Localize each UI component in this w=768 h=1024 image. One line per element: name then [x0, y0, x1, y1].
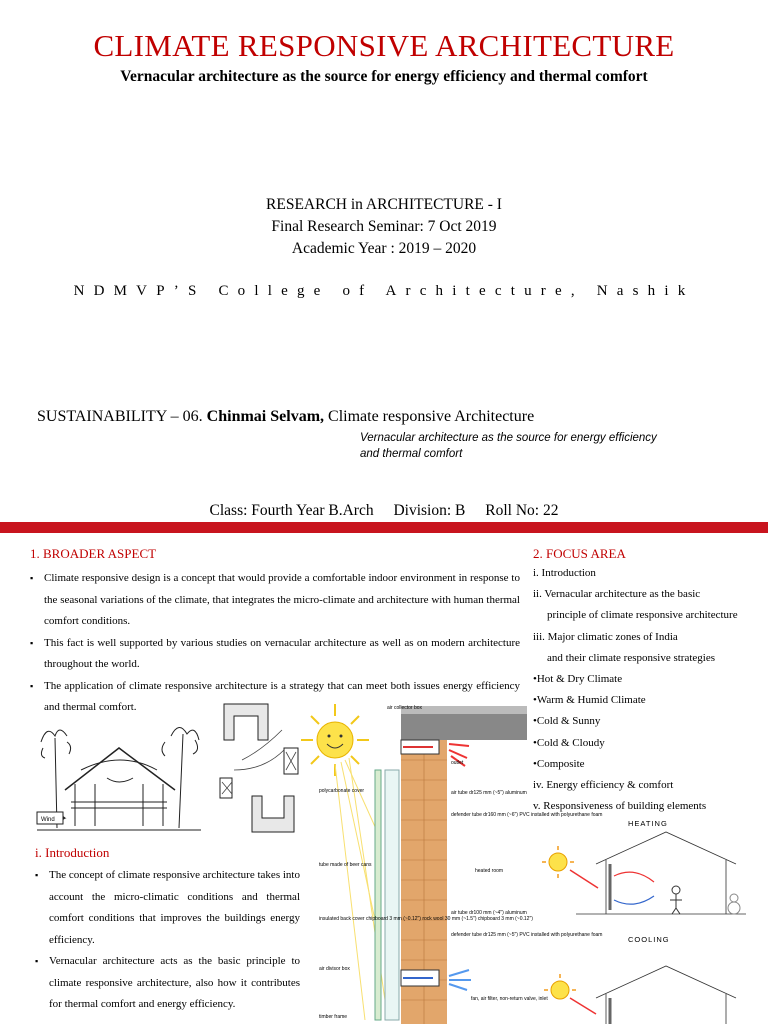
broader-aspect-section: [30, 546, 520, 719]
label-tube-cans: tube made of beer cans: [319, 862, 372, 868]
label-outlet: outlet: [451, 760, 464, 766]
intro-bullet-1: ▪ The concept of climate responsive architecture takes into account the micro-climatic conditions and thermal comfort conditions that improves the buildings energy efficiency.: [35, 865, 300, 951]
label-fan: fan, air filter, non-return valve, inlet: [471, 996, 548, 1002]
label-defender-tube-1: defender tube dr160 mm (~6") PVC installed with polyurethane foam: [451, 812, 603, 818]
red-divider: [0, 522, 768, 533]
topic-name: Climate responsive Architecture: [328, 408, 535, 425]
page-title: CLIMATE RESPONSIVE ARCHITECTURE: [93, 28, 675, 63]
vernacular-hut-sketch: [35, 718, 203, 838]
wind-label: Wind: [41, 817, 55, 823]
focus-heading: 2. FOCUS AREA: [533, 546, 626, 561]
note-line-2: and thermal comfort: [360, 448, 463, 460]
focus-item: i. Introduction: [533, 567, 596, 579]
label-timber-frame: timber frame: [319, 1014, 348, 1020]
courtyard-plan-sketch: [212, 700, 310, 840]
class-label: Class: Fourth Year B.Arch: [209, 502, 374, 519]
focus-item: v. Responsiveness of building elements: [533, 800, 707, 813]
page-subtitle: Vernacular architecture as the source for energy efficiency and thermal comfort: [120, 68, 648, 85]
focus-item: ii. Vernacular architecture as the basic: [533, 588, 701, 601]
sun-icon: [544, 974, 576, 999]
label-air-tube-2: air tube dr100 mm (~4") aluminum: [451, 910, 527, 916]
broader-bullet-3: ▪ The application of climate responsive architecture is a strategy that can meet both issues energy efficiency and thermal comfort.: [30, 676, 520, 719]
college-name: NDMVP’S College of Architecture, Nashik: [73, 283, 695, 299]
focus-item: iv. Energy efficiency & comfort: [533, 779, 674, 792]
broader-bullet-1: ▪ Climate responsive design is a concept that would provide a comfortable indoor environment in response to the seasonal variations of the climate, that integrates the micro-climate and architecture with human thermal comfort conditions.: [30, 568, 520, 633]
note-line-1: Vernacular architecture as the source for energy efficiency: [360, 432, 657, 444]
label-defender-tube-2: defender tube dr125 mm (~5") PVC installed with polyurethane foam: [451, 932, 603, 938]
introduction-section: [35, 845, 300, 1016]
label-heated-room: heated room: [475, 868, 504, 874]
intro-heading: i. Introduction: [35, 845, 110, 860]
focus-item: •Cold & Cloudy: [533, 736, 605, 749]
sustainability-prefix: SUSTAINABILITY – 06.: [37, 408, 203, 425]
roll-label: Roll No: 22: [485, 502, 559, 519]
focus-item: •Hot & Dry Climate: [533, 673, 623, 686]
broader-heading: 1. BROADER ASPECT: [30, 546, 157, 561]
intro-bullet-2: ▪ Vernacular architecture acts as the basic principle to climate responsive architecture, also how it contributes for thermal comfort and energy efficiency.: [35, 951, 300, 1016]
focus-area-section: [533, 546, 763, 817]
focus-item: and their climate responsive strategies: [547, 651, 715, 664]
focus-item: iii. Major climatic zones of India: [533, 630, 678, 643]
author-name: Chinmai Selvam,: [206, 408, 325, 425]
label-insulated-back: insulated back cover chipboard 3 mm (~0.12") rock wool 30 mm (~1.5") chipboard 3 mm (~0.12"): [319, 916, 533, 922]
focus-item: •Cold & Sunny: [533, 715, 601, 728]
seminar-line-2: Final Research Seminar: 7 Oct 2019: [271, 218, 497, 235]
broader-bullet-2: ▪ This fact is well supported by various studies on vernacular architecture as well as on modern architecture throughout the world.: [30, 633, 520, 676]
cooling-label: COOLING: [628, 935, 670, 944]
label-air-divisor-box: air divisor box: [319, 966, 350, 972]
sustainability-line: [37, 408, 534, 426]
focus-item: •Composite: [533, 757, 585, 770]
seminar-line-3: Academic Year : 2019 – 2020: [291, 240, 477, 257]
heating-cooling-sketch: [536, 814, 764, 1024]
focus-item: •Warm & Humid Climate: [533, 694, 646, 707]
label-air-tube-1: air tube dr125 mm (~5") aluminum: [451, 790, 527, 796]
heating-label: HEATING: [628, 819, 668, 828]
class-info: [0, 502, 768, 520]
label-air-collector-box: air collector box: [387, 705, 423, 711]
topic-note: [360, 430, 700, 462]
sun-icon: [542, 846, 574, 878]
seminar-line-1: RESEARCH in ARCHITECTURE - I: [266, 196, 502, 213]
focus-item: principle of climate responsive architecture: [547, 609, 738, 622]
label-polycarbonate-cover: polycarbonate cover: [319, 788, 365, 794]
division-label: Division: B: [393, 502, 466, 519]
